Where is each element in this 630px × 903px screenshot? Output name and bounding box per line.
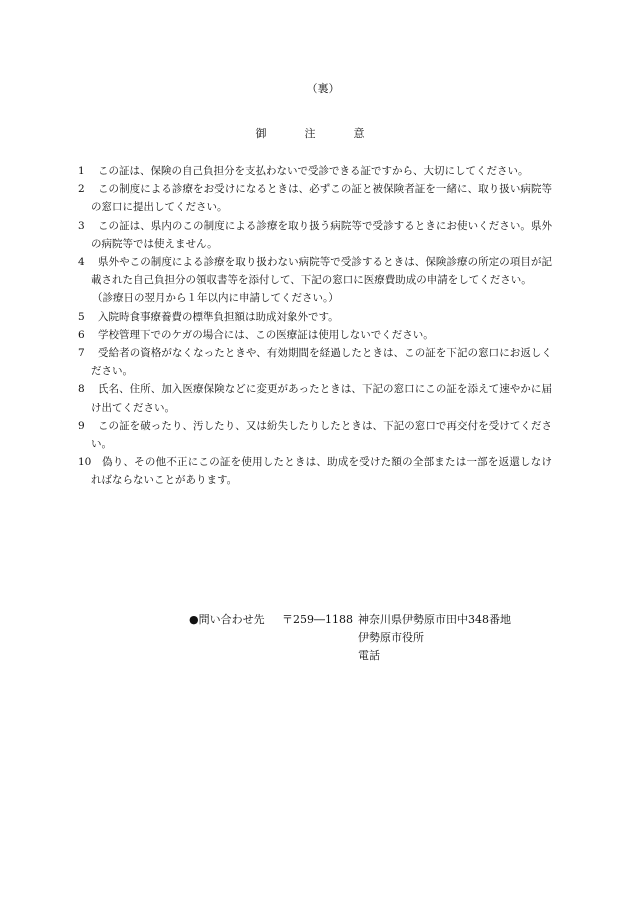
notice-item-7	[78, 344, 552, 380]
notice-item-10	[78, 453, 552, 489]
contact-address-row	[189, 611, 511, 629]
back-side-label: （裏）	[306, 82, 340, 95]
postal-code: 〒259―1188	[282, 613, 353, 626]
notice-text: 偽り、その他不正にこの証を使用したときは、助成を受けた額の全部または一部を返還しなければならないことがあります。	[91, 456, 552, 487]
notice-item-9	[78, 417, 552, 453]
notice-number: 9	[78, 419, 85, 432]
notice-number: 2	[78, 183, 85, 196]
notice-number: 1	[78, 165, 85, 177]
notice-subnote: （診療日の翌月から１年以内に申請してください。）	[92, 292, 339, 305]
notice-text: 氏名、住所、加入医療保険などに変更があったときは、下記の窓口にこの証を添えて速やかに届け出てください。	[91, 383, 552, 414]
notice-text: この制度による診療をお受けになるときは、必ずこの証と被保険者証を一緒に、取り扱い病院等の窓口に提出してください。	[91, 183, 552, 214]
notice-number: 6	[78, 328, 85, 341]
contact-phone-label: 電話	[358, 649, 380, 662]
contact-label: ●問い合わせ先	[189, 613, 265, 626]
notice-text: 県外やこの制度による診療を取り扱わない病院等で受診するときは、保険診療の所定の項目が記載された自己負担分の領収書等を添付して、下記の窓口に医療費助成の申請をしてください。	[91, 256, 552, 287]
notice-item-4	[78, 253, 552, 308]
notice-text: この証は、県内のこの制度による診療を取り扱う病院等で受診するときにお使いください。県外の病院等では使えません。	[91, 219, 552, 250]
notice-item-2	[78, 180, 552, 216]
notice-number: 4	[78, 256, 85, 269]
contact-office: 伊勢原市役所	[358, 631, 424, 644]
notice-item-8	[78, 380, 552, 416]
notice-text: この証を破ったり、汚したり、又は紛失したりしたときは、下記の窓口で再交付を受けてください。	[91, 419, 552, 451]
contact-phone-row	[189, 647, 511, 665]
notice-item-1	[78, 162, 552, 180]
notice-item-6	[78, 326, 552, 344]
notice-text: 学校管理下でのケガの場合には、この医療証は使用しないでください。	[98, 328, 434, 341]
notice-text: 受給者の資格がなくなったときや、有効期間を経過したときは、この証を下記の窓口にお返しください。	[91, 347, 552, 378]
notice-number: 8	[78, 383, 85, 396]
notice-text: 入院時食事療養費の標準負担額は助成対象外です。	[98, 310, 339, 323]
notice-number: 7	[78, 347, 85, 360]
notice-number: 3	[78, 219, 85, 232]
notice-title: 御注意	[255, 127, 403, 140]
contact-address: 神奈川県伊勢原市田中348番地	[358, 613, 511, 626]
notice-item-5	[78, 308, 552, 326]
contact-block	[189, 611, 511, 665]
notice-list	[78, 162, 552, 490]
contact-office-row	[189, 629, 511, 647]
notice-item-3	[78, 217, 552, 253]
notice-number: 5	[78, 310, 85, 323]
notice-text: この証は、保険の自己負担分を支払わないで受診できる証ですから、大切にしてください。	[98, 165, 529, 177]
notice-number: 10	[78, 456, 92, 469]
